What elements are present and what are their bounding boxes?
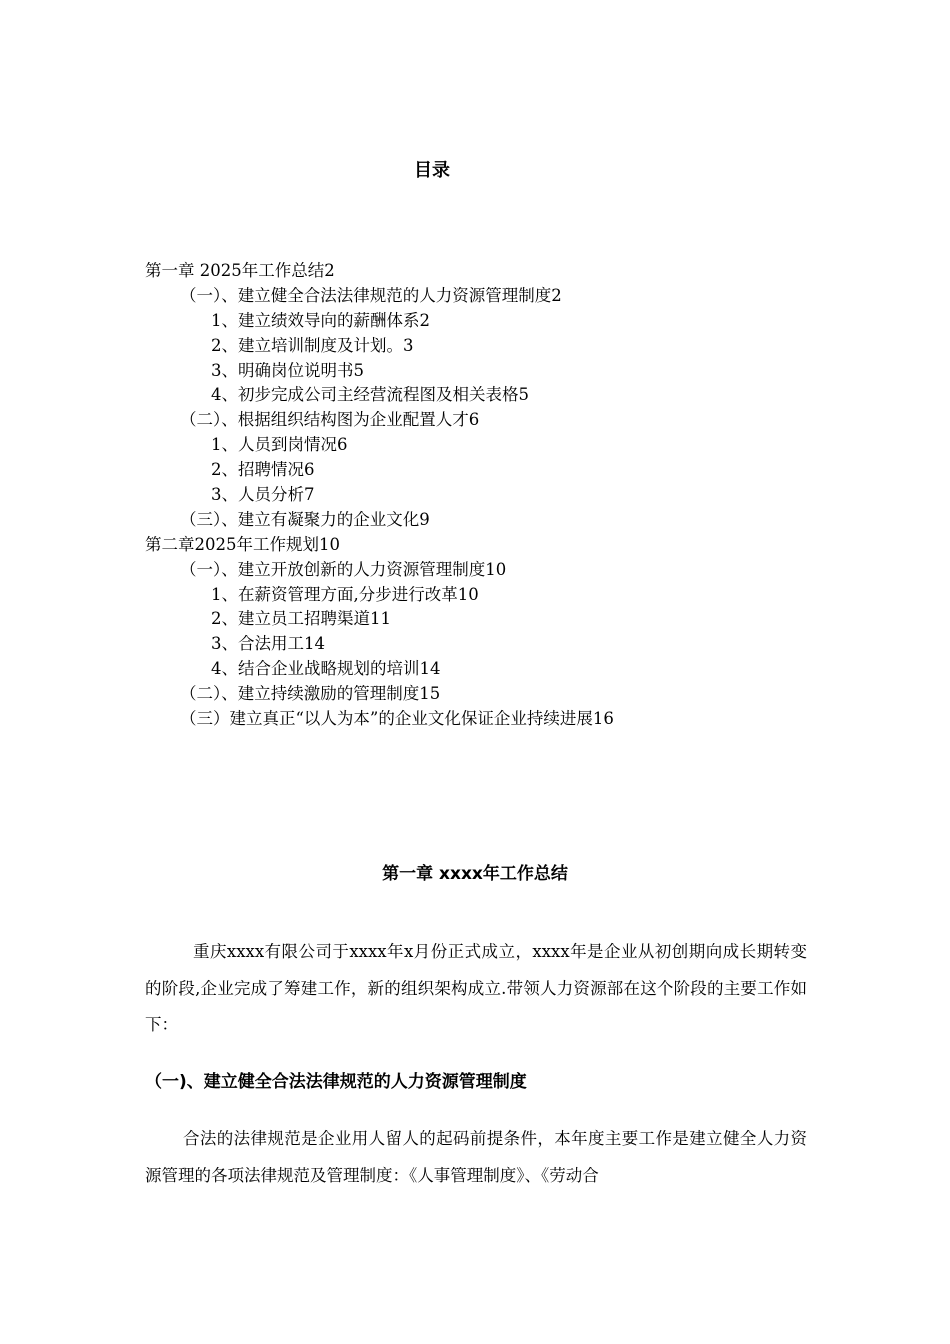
toc-entry[interactable]: （三）建立真正“以人为本”的企业文化保证企业持续进展16 <box>180 709 614 729</box>
section-heading: （一)、建立健全合法法律规范的人力资源管理制度 <box>145 1072 527 1092</box>
toc-entry[interactable]: 1、人员到岗情况6 <box>211 435 348 455</box>
toc-entry[interactable]: 3、合法用工14 <box>211 634 325 654</box>
toc-entry[interactable]: 2、招聘情况6 <box>211 460 315 480</box>
toc-entry[interactable]: （二）、建立持续激励的管理制度15 <box>180 684 441 704</box>
section-body-paragraph: 合法的法律规范是企业用人留人的起码前提条件，本年度主要工作是建立健全人力资源管理的各项法律规范及管理制度：《人事管理制度》、《劳动合 <box>145 1129 807 1185</box>
toc-entry[interactable]: 1、在薪资管理方面,分步进行改革10 <box>211 584 479 604</box>
toc-entry[interactable]: 第一章 2025年工作总结2 <box>145 261 335 280</box>
toc-entry[interactable]: （一）、建立健全合法法律规范的人力资源管理制度2 <box>180 285 562 305</box>
chapter-title: 第一章 xxxx年工作总结 <box>382 864 568 884</box>
toc-entry[interactable]: 1、建立绩效导向的薪酬体系2 <box>211 310 430 330</box>
toc-entry[interactable]: 2、建立员工招聘渠道11 <box>211 609 391 629</box>
toc-entry[interactable]: （二）、根据组织结构图为企业配置人才6 <box>180 410 480 430</box>
toc-entry[interactable]: 第二章2025年工作规划10 <box>145 534 340 554</box>
toc-entry[interactable]: 4、结合企业战略规划的培训14 <box>211 659 441 679</box>
toc-entry[interactable]: 4、初步完成公司主经营流程图及相关表格5 <box>211 385 529 405</box>
toc-entry[interactable]: （一）、建立开放创新的人力资源管理制度10 <box>180 559 507 579</box>
table-of-contents <box>0 259 950 732</box>
intro-paragraph: 重庆xxxx有限公司于xxxx年x月份正式成立，xxxx年是企业从初创期向成长期转变的阶段,企业完成了筹建工作，新的组织架构成立.带领人力资源部在这个阶段的主要工作如下： <box>145 942 807 1034</box>
toc-entry[interactable]: 3、人员分析7 <box>211 485 315 505</box>
toc-entry[interactable]: 2、建立培训制度及计划。3 <box>211 335 414 355</box>
toc-title: 目录 <box>414 160 450 181</box>
toc-entry[interactable]: 3、明确岗位说明书5 <box>211 360 364 380</box>
toc-entry[interactable]: （三）、建立有凝聚力的企业文化9 <box>180 509 430 529</box>
